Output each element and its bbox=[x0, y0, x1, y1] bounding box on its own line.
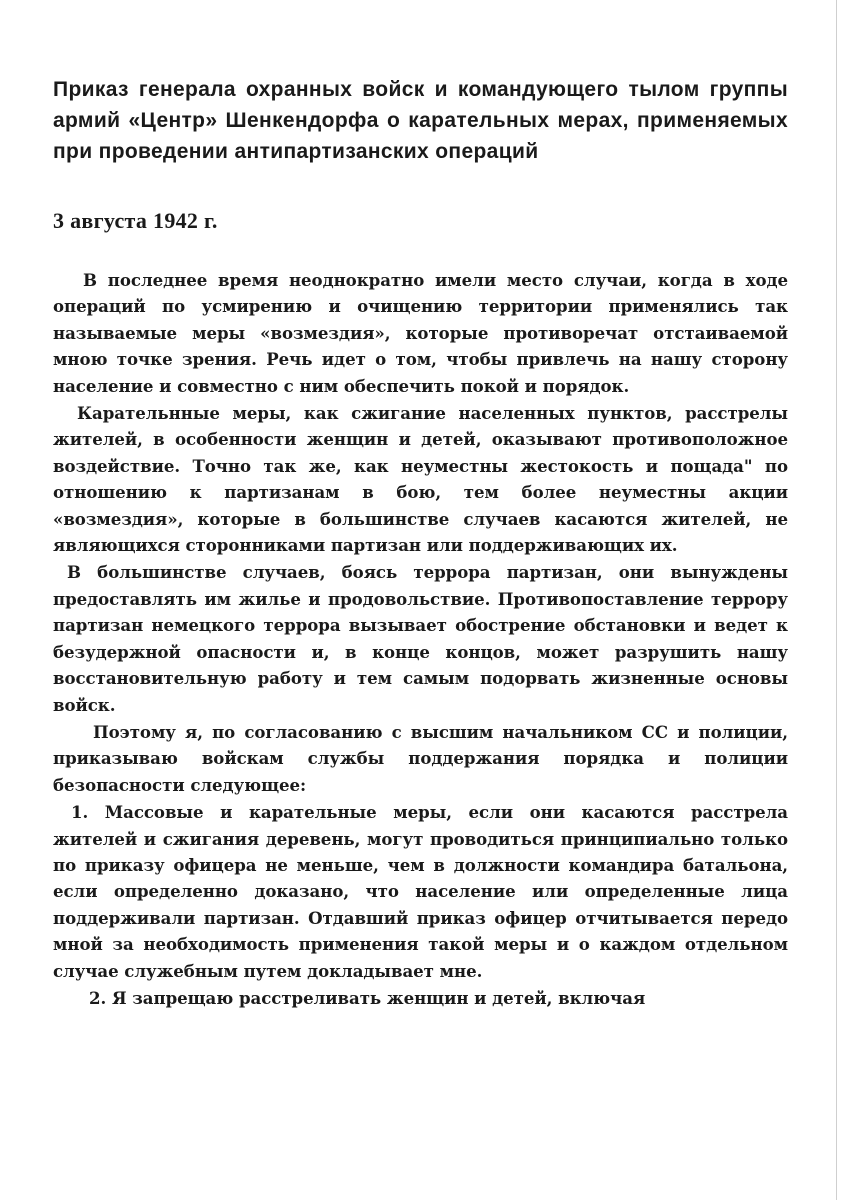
paragraph-6-item-2: 2. Я запрещаю расстреливать женщин и детей, включая bbox=[89, 987, 646, 1008]
paragraph-1: В последнее время неоднократно имели место случаи, когда в ходе операций по усмирению и очищению территории применялись так называемые меры «возмездия», которые противоречат отстаиваемой мною точке зрения. Речь идет о том, чтобы привлечь на нашу сторону население и совместно с ним обеспечить покой и порядок. bbox=[53, 270, 788, 396]
document-body bbox=[53, 267, 788, 1011]
page-edge-divider bbox=[836, 0, 837, 1200]
paragraph-3: В большинстве случаев, боясь террора партизан, они вынуждены предоставлять им жилье и продовольствие. Противопоставление террору партизан немецкого террора вызывает обострение обстановки и ведет к безудержной опасности и, в конце концов, может разрушить нашу восстановительную работу и тем самым подорвать жизненные основы войск. bbox=[53, 562, 788, 715]
document-content bbox=[53, 74, 788, 1012]
document-title: Приказ генерала охранных войск и командующего тылом группы армий «Центр» Шенкендорфа о карательных мерах, применяемых при проведении антипартизанских операций bbox=[53, 78, 788, 163]
paragraph-4: Поэтому я, по согласованию с высшим начальником СС и полиции, приказываю войскам службы поддержания порядка и полиции безопасности следующее: bbox=[53, 721, 788, 795]
paragraph-2: Карательнные меры, как сжигание населенных пунктов, расстрелы жителей, в особенности женщин и детей, оказывают противоположное воздействие. Точно так же, как неуместны жестокость и пощада" по отношению к партизанам в бою, тем более неуместны акции «возмездия», которые в большинстве случаев касаются жителей, не являющихся сторонниками партизан или поддерживающих их. bbox=[53, 403, 788, 556]
document-date: 3 августа 1942 г. bbox=[53, 208, 218, 233]
paragraph-5-item-1: 1. Массовые и карательные меры, если они касаются расстрела жителей и сжигания деревень, могут проводиться принципиально только по приказу офицера не меньше, чем в должности командира батальона, если определенно доказано, что население или определенные лица поддерживали партизан. Отдавший приказ офицер отчитывается передо мной за необходимость применения такой меры и о каждом отдельном случае служебным путем докладывает мне. bbox=[53, 802, 788, 981]
